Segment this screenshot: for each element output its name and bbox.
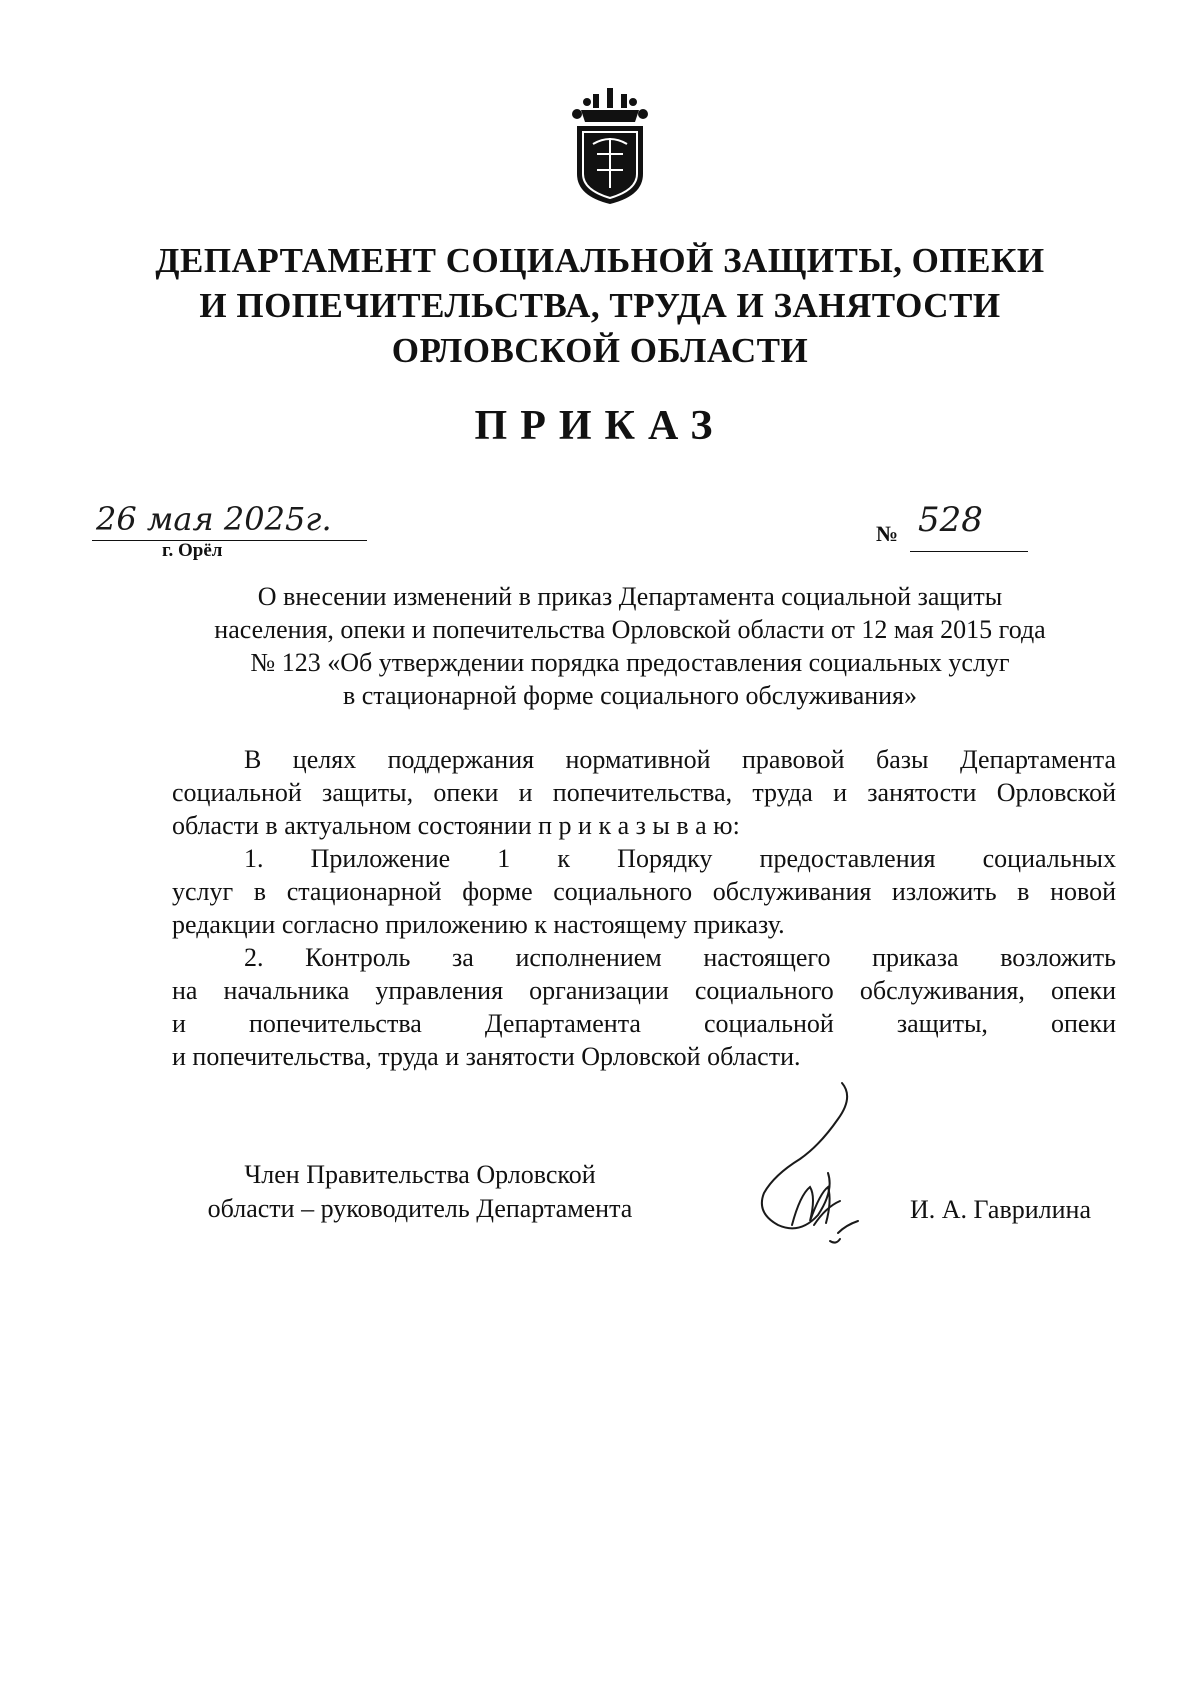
signer-name: И. А. Гаврилина [910, 1195, 1092, 1224]
subject-line: в стационарной форме социального обслуживания» [342, 681, 918, 710]
item-2-line: 2. Контроль за исполнением настоящего приказа возложить [244, 943, 1116, 972]
coat-of-arms-icon [567, 88, 653, 206]
item-1-line: 1. Приложение 1 к Порядку предоставления социальных [244, 844, 1116, 873]
department-line: ОРЛОВСКОЙ ОБЛАСТИ [391, 331, 809, 370]
order-date-handwritten: 26 мая 2025г. [96, 500, 332, 538]
preamble-line: В целях поддержания нормативной правовой базы Департамента [244, 745, 1116, 774]
signer-position-line: Член Правительства Орловской [244, 1160, 596, 1189]
subject-line: населения, опеки и попечительства Орловской области от 12 мая 2015 года [214, 615, 1046, 644]
item-2-line: на начальника управления организации социального обслуживания, опеки [172, 976, 1116, 1005]
number-label: № [876, 521, 899, 546]
subject-line: № 123 «Об утверждении порядка предоставления социальных услуг [250, 648, 1010, 677]
department-line: ДЕПАРТАМЕНТ СОЦИАЛЬНОЙ ЗАЩИТЫ, ОПЕКИ [155, 241, 1045, 280]
signer-position [170, 1158, 670, 1226]
department-name [100, 238, 1100, 373]
signer-position-line: области – руководитель Департамента [207, 1194, 633, 1223]
order-subject [150, 580, 1110, 712]
preamble-line: области в актуальном состоянии п р и к а з ы в а ю: [172, 811, 740, 840]
order-body [172, 743, 1116, 1073]
document-type-title: ПРИКАЗ [474, 403, 726, 449]
handwritten-signature [730, 1075, 880, 1250]
item-1-line: услуг в стационарной форме социального обслуживания изложить в новой [172, 877, 1116, 906]
subject-line: О внесении изменений в приказ Департамента социальной защиты [257, 582, 1003, 611]
department-line: И ПОПЕЧИТЕЛЬСТВА, ТРУДА И ЗАНЯТОСТИ [199, 286, 1001, 325]
date-underline [92, 540, 367, 541]
preamble-line: социальной защиты, опеки и попечительства, труда и занятости Орловской [172, 778, 1116, 807]
order-number-handwritten: 528 [918, 500, 983, 540]
item-1-line: редакции согласно приложению к настоящему приказу. [172, 910, 785, 939]
item-2-line: и попечительства Департамента социальной защиты, опеки [172, 1009, 1116, 1038]
number-underline [910, 551, 1028, 552]
item-2-line: и попечительства, труда и занятости Орловской области. [172, 1042, 801, 1071]
city-label: г. Орёл [162, 540, 223, 561]
